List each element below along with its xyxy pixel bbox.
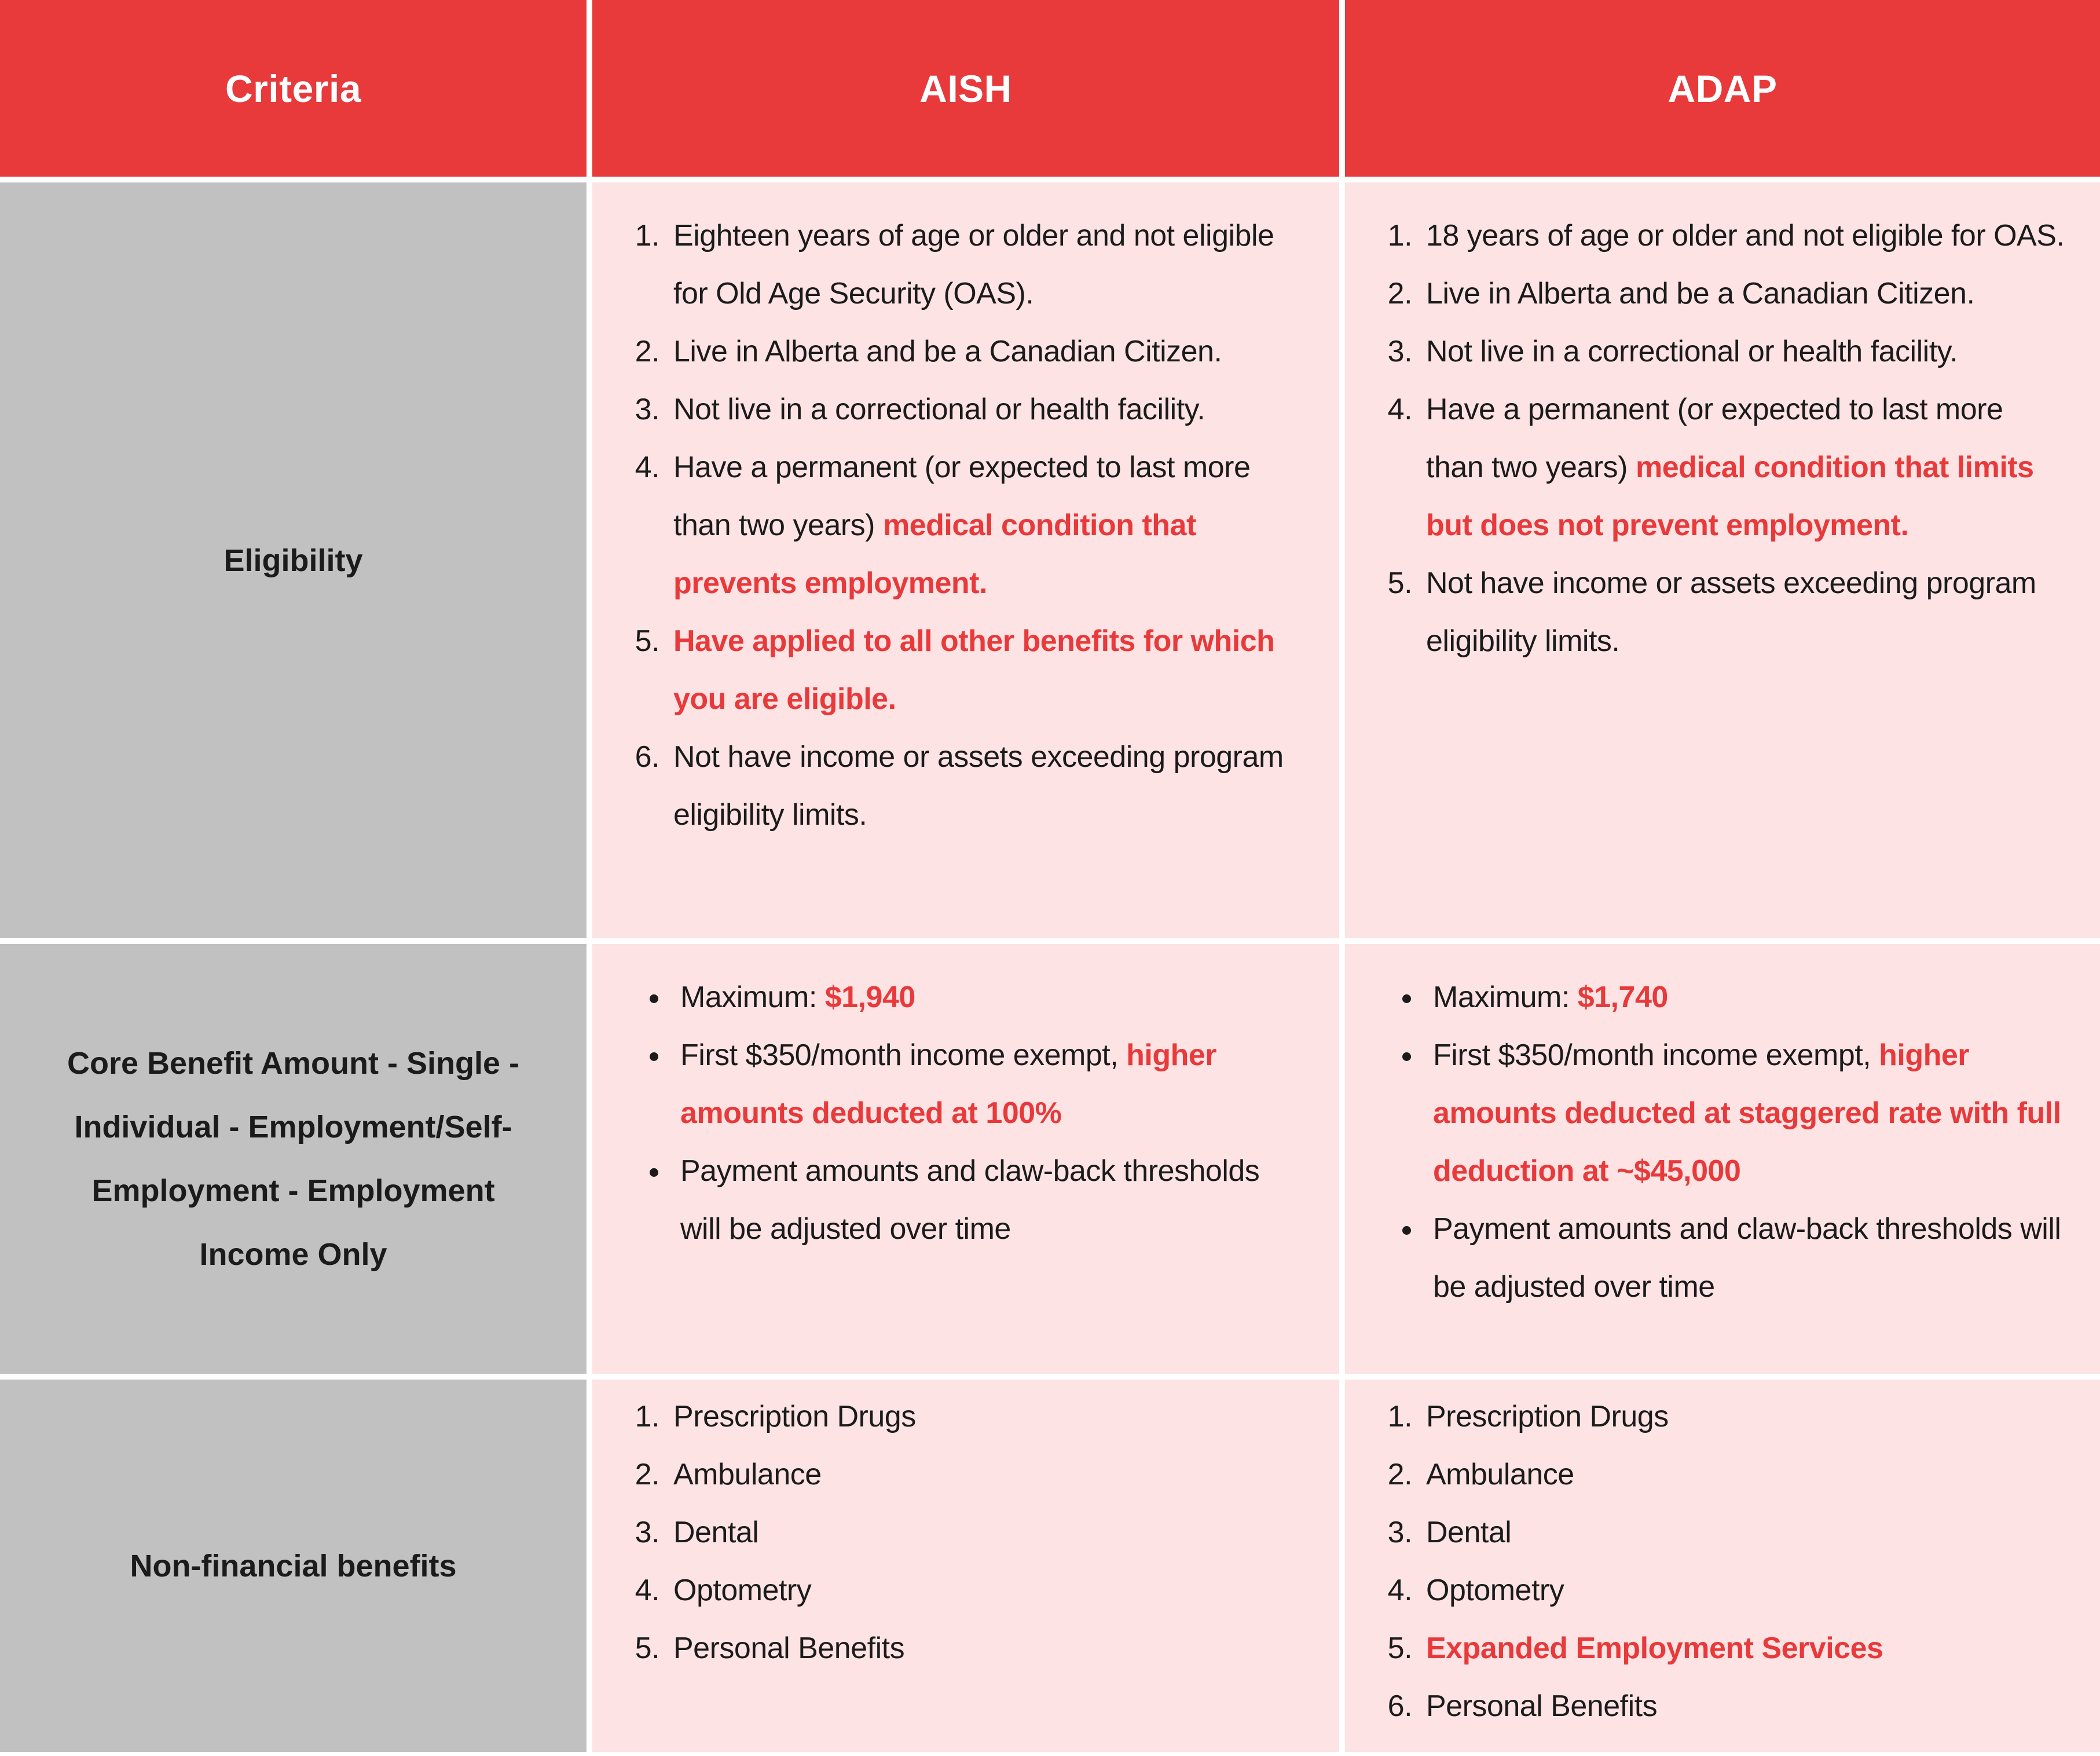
highlighted-text: Have applied to all other benefits for which you are eligible. [673,624,1275,716]
list-item [668,207,1304,323]
list-item [671,1026,1304,1142]
highlighted-text: higher amounts deducted at staggered rate with full deduction at ~$45,000 [1433,1038,2061,1188]
text-segment: First $350/month income exempt, [1433,1038,1879,1072]
list-item [668,1388,1304,1446]
list-item [668,1446,1304,1503]
aish-core-benefit-list [626,968,1304,1258]
list-item [1420,554,2065,670]
adap-non-financial-cell [1345,1380,2100,1752]
list-item [668,1619,1304,1677]
adap-non-financial-list [1379,1388,2065,1735]
highlighted-text: Expanded Employment Services [1426,1631,1883,1665]
list-item [668,438,1304,612]
aish-core-benefit-cell [592,944,1339,1374]
list-item [668,381,1304,438]
text-segment: Payment amounts and claw-back thresholds will be adjusted over time [680,1154,1260,1246]
list-item [668,323,1304,381]
highlighted-text: higher amounts deducted at 100% [680,1038,1217,1130]
text-segment: Optometry [673,1574,812,1607]
adap-eligibility-list [1379,207,2065,670]
text-segment: Ambulance [673,1458,822,1491]
aish-non-financial-cell [592,1380,1339,1752]
text-segment: Not have income or assets exceeding program eligibility limits. [673,740,1284,832]
list-item [1420,381,2065,554]
text-segment: Not have income or assets exceeding program eligibility limits. [1426,566,2036,658]
highlighted-text: $1,940 [824,981,915,1014]
text-segment: Maximum: [1433,981,1578,1014]
list-item [1424,1026,2065,1200]
adap-core-benefit-cell [1345,944,2100,1374]
text-segment: Dental [673,1516,759,1549]
adap-core-benefit-list [1379,968,2065,1316]
text-segment: Personal Benefits [1426,1689,1658,1723]
list-item [1420,207,2065,265]
header-aish: AISH [592,0,1339,177]
list-item [668,612,1304,728]
row-label-core-benefit: Core Benefit Amount - Single - Individual - Employment/Self-Employment - Employment Income Only [0,944,587,1374]
list-item [1424,968,2065,1026]
text-segment: Optometry [1426,1574,1564,1607]
list-item [1424,1200,2065,1316]
text-segment: Live in Alberta and be a Canadian Citizen. [1426,277,1975,310]
aish-eligibility-list [626,207,1304,844]
aish-non-financial-list [626,1388,1304,1677]
list-item [1420,1561,2065,1619]
text-segment: Prescription Drugs [673,1400,916,1433]
list-item [1420,265,2065,323]
text-segment: 18 years of age or older and not eligible for OAS. [1426,219,2065,253]
text-segment: Have a permanent (or expected to last more than two years) [673,451,1251,542]
text-segment: Dental [1426,1516,1512,1549]
header-criteria: Criteria [0,0,587,177]
highlighted-text: medical condition that prevents employment. [673,508,1196,600]
text-segment: Prescription Drugs [1426,1400,1669,1433]
text-segment: Not live in a correctional or health facility. [673,393,1205,426]
list-item [668,728,1304,844]
list-item [668,1561,1304,1619]
list-item [1420,1677,2065,1735]
text-segment: Payment amounts and claw-back thresholds will be adjusted over time [1433,1212,2061,1304]
aish-eligibility-cell [592,182,1339,938]
text-segment: Maximum: [680,981,825,1014]
list-item [668,1503,1304,1561]
row-label-non-financial-benefits: Non-financial benefits [0,1380,587,1752]
list-item [1420,1503,2065,1561]
list-item [1420,1619,2065,1677]
list-item [1420,1388,2065,1446]
highlighted-text: medical condition that limits but does not prevent employment. [1426,451,2034,542]
text-segment: Personal Benefits [673,1631,905,1665]
text-segment: Have a permanent (or expected to last more than two years) [1426,393,2003,484]
text-segment: Eighteen years of age or older and not eligible for Old Age Security (OAS). [673,219,1274,310]
text-segment: Not live in a correctional or health facility. [1426,335,1958,368]
adap-eligibility-cell [1345,182,2100,938]
list-item [1420,323,2065,381]
text-segment: Ambulance [1426,1458,1574,1491]
header-adap: ADAP [1345,0,2100,177]
list-item [671,968,1304,1026]
list-item [671,1142,1304,1258]
highlighted-text: $1,740 [1577,981,1668,1014]
text-segment: Live in Alberta and be a Canadian Citizen. [673,335,1222,368]
list-item [1420,1446,2065,1503]
text-segment: First $350/month income exempt, [680,1038,1127,1072]
row-label-eligibility: Eligibility [0,182,587,938]
